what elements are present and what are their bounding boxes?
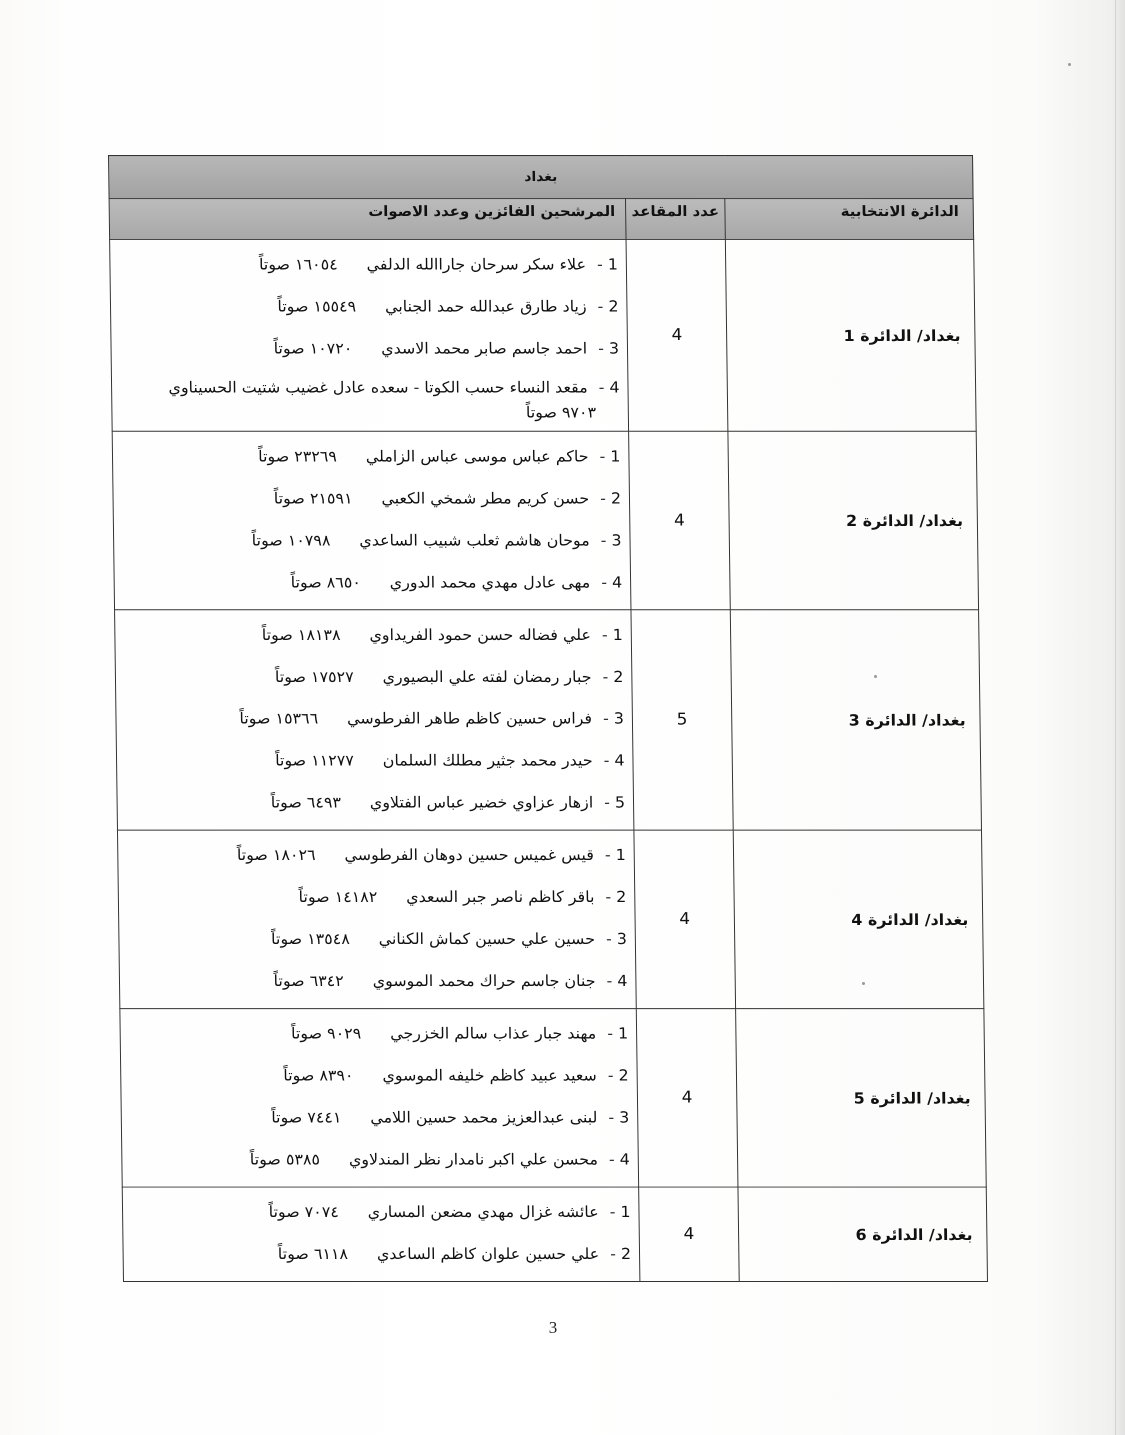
district-row: [120, 1009, 986, 1187]
candidate-entry: [124, 370, 620, 425]
candidate-entry: [130, 834, 626, 876]
candidate-name: فراس حسين كاظم طاهر الفرطوسي: [346, 709, 593, 728]
candidate-entry: [128, 698, 624, 740]
candidate-votes: ١٨٠٢٦ صوتاً: [236, 845, 316, 865]
candidate-entry: [125, 478, 621, 520]
candidate-entry: [131, 876, 627, 918]
candidate-name: جبار رمضان لفته علي البصيوري: [382, 667, 592, 686]
candidate-number: 2 -: [602, 667, 624, 686]
candidate-number: 4 -: [601, 572, 623, 592]
candidate-name: علي حسين علوان كاظم الساعدي: [376, 1244, 600, 1263]
candidate-entry: [127, 614, 623, 656]
district-name: بغداد/ الدائرة 4: [733, 830, 984, 1008]
table-title-row: [109, 155, 974, 198]
candidate-number: 2 -: [607, 1066, 629, 1085]
candidate-entry: [131, 918, 627, 960]
candidate-entry: [123, 328, 619, 370]
candidate-entry: [135, 1233, 631, 1275]
candidate-number: 2 -: [597, 297, 619, 316]
district-name: بغداد/ الدائرة 5: [736, 1009, 987, 1187]
candidate-number: 1 -: [596, 255, 619, 274]
district-row: [115, 610, 982, 830]
candidate-votes: ٩٧٠٣ صوتاً: [525, 403, 597, 422]
candidate-number: 4 -: [608, 1150, 630, 1169]
candidate-votes: ٢٣٢٦٩ صوتاً: [258, 447, 338, 466]
candidate-name: موحان هاشم ثعلب شبيب الساعدي: [359, 530, 590, 550]
seats-count: 4: [634, 830, 736, 1008]
district-row: [112, 431, 978, 609]
district-row: [110, 239, 977, 431]
candidates-cell: [110, 239, 629, 431]
candidate-votes: ١٣٥٤٨ صوتاً: [270, 929, 350, 949]
district-name: بغداد/ الدائرة 1: [725, 239, 976, 431]
candidate-votes: ٦٤٩٣ صوتاً: [270, 793, 342, 812]
candidates-cell: [117, 830, 636, 1008]
page-edge-line: [1115, 0, 1116, 1435]
candidate-votes: ١٠٧٩٨ صوتاً: [251, 530, 331, 550]
candidate-name: مهند جبار عذاب سالم الخزرجي: [390, 1024, 597, 1043]
candidate-name: محسن علي اكبر نامدار نظر المندلاوي: [348, 1150, 599, 1169]
candidate-entry: [126, 562, 622, 604]
candidate-name: عائشه غزال مهدي مضعن المساري: [367, 1202, 599, 1221]
candidate-number: 2 -: [610, 1244, 632, 1263]
candidate-name: حسن كريم مطر شمخي الكعبي: [381, 488, 590, 508]
candidate-votes: ١٨١٣٨ صوتاً: [261, 625, 341, 644]
district-name: بغداد/ الدائرة 6: [738, 1187, 988, 1281]
header-district: الدائرة الانتخابية: [725, 198, 974, 239]
candidate-entry: [132, 1013, 628, 1055]
header-candidates: المرشحين الفائزين وعدد الاصوات: [109, 198, 626, 239]
candidate-number: 5 -: [604, 793, 626, 812]
candidate-entry: [129, 782, 625, 824]
election-results-table: [108, 155, 988, 1282]
candidate-name: قيس غميس حسين دوهان الفرطوسي: [344, 845, 594, 865]
candidate-name: ازهار عزاوي خضير عباس الفتلاوي: [369, 793, 594, 812]
candidates-cell: [112, 431, 631, 609]
candidate-number: 3 -: [602, 709, 625, 728]
candidate-entry: [134, 1139, 630, 1181]
candidate-votes: ٢١٥٩١ صوتاً: [273, 488, 353, 508]
candidate-name: باقر كاظم ناصر جبر السعدي: [406, 887, 595, 907]
candidate-entry: [129, 740, 625, 782]
candidate-name: علاء سكر سرحان جاراالله الدلفي: [366, 255, 587, 274]
table-header-row: [109, 198, 974, 239]
header-seats: عدد المقاعد: [625, 198, 725, 239]
seats-count: 4: [626, 239, 728, 431]
scan-speck: [1068, 63, 1071, 66]
seats-count: 4: [639, 1187, 740, 1281]
candidate-name: سعيد عبيد كاظم خليفه الموسوي: [382, 1066, 597, 1085]
candidate-number: 3 -: [598, 339, 620, 358]
candidate-name: لبنى عبدالعزيز محمد حسين اللامي: [370, 1108, 598, 1127]
district-row: [122, 1187, 987, 1281]
candidate-number: 4 -: [603, 751, 625, 770]
candidate-votes: ٦١١٨ صوتاً: [277, 1244, 349, 1263]
candidate-votes: ١٥٥٤٩ صوتاً: [277, 297, 357, 316]
candidate-entry: [126, 520, 622, 562]
candidate-name: زياد طارق عبدالله حمد الجنابي: [384, 297, 587, 316]
candidate-name: احمد جاسم صابر محمد الاسدي: [381, 339, 588, 358]
candidate-name: حاكم عباس موسى عباس الزاملي: [365, 447, 589, 466]
candidate-number: 2 -: [605, 887, 627, 907]
candidates-cell: [122, 1187, 640, 1281]
candidate-votes: ٧٠٧٤ صوتاً: [268, 1202, 339, 1221]
candidate-number: 1 -: [599, 447, 621, 466]
candidate-entry: [133, 1055, 629, 1097]
candidate-number: 1 -: [601, 625, 623, 644]
candidate-number: 3 -: [600, 530, 622, 550]
candidate-number: 2 -: [600, 488, 622, 508]
candidates-cell: [120, 1009, 639, 1187]
candidate-entry: [128, 656, 624, 698]
candidate-name: حسين علي حسين كماش الكناني: [378, 929, 596, 949]
region-title: بغداد: [109, 155, 974, 198]
candidate-name: حيدر محمد جثير مطلك السلمان: [382, 751, 593, 770]
candidate-votes: ١٠٧٢٠ صوتاً: [273, 339, 353, 358]
candidate-name: علي فضاله حسن حمود الفريداوي: [369, 625, 592, 644]
candidate-votes: ٨٦٥٠ صوتاً: [290, 572, 361, 592]
candidate-number: 4 -: [598, 378, 620, 397]
district-name: بغداد/ الدائرة 2: [728, 431, 979, 609]
candidate-number: 1 -: [604, 845, 626, 865]
candidate-entry: [125, 436, 621, 478]
district-row: [117, 830, 983, 1008]
candidate-name: جنان جاسم حراك محمد الموسوي: [372, 971, 596, 990]
candidate-number: 1 -: [607, 1024, 629, 1043]
page-number: 3: [548, 1318, 558, 1337]
seats-count: 4: [629, 431, 731, 609]
candidate-name: مهى عادل مهدي محمد الدوري: [389, 572, 591, 592]
candidate-votes: ٥٣٨٥ صوتاً: [249, 1150, 321, 1169]
candidate-number: 3 -: [608, 1108, 630, 1127]
seats-count: 5: [631, 610, 733, 830]
candidate-number: 4 -: [606, 971, 628, 990]
candidate-votes: ١٦٠٥٤ صوتاً: [258, 255, 338, 274]
candidate-votes: ٨٣٩٠ صوتاً: [283, 1066, 354, 1085]
candidate-votes: ٩٠٢٩ صوتاً: [290, 1024, 362, 1043]
candidate-votes: ٦٣٤٢ صوتاً: [273, 971, 344, 990]
candidates-cell: [115, 610, 634, 830]
candidate-votes: ١٤١٨٢ صوتاً: [298, 887, 378, 907]
candidate-votes: ١٧٥٢٧ صوتاً: [274, 667, 354, 686]
candidate-votes: ١١٢٧٧ صوتاً: [275, 751, 354, 770]
candidate-entry: [135, 1191, 631, 1233]
page-edge-shadow: [1111, 0, 1125, 1435]
district-name: بغداد/ الدائرة 3: [730, 610, 981, 830]
candidate-entry: [133, 1097, 629, 1139]
candidate-name: مقعد النساء حسب الكوتا - سعده عادل غضيب شتيت الحسيناوي: [168, 378, 588, 397]
candidate-entry: [123, 286, 619, 328]
candidate-number: 1 -: [609, 1202, 631, 1221]
candidate-number: 3 -: [605, 929, 628, 949]
candidate-votes: ٧٤٤١ صوتاً: [271, 1108, 342, 1127]
candidate-entry: [132, 960, 628, 1002]
seats-count: 4: [636, 1009, 738, 1187]
candidate-votes: ١٥٣٦٦ صوتاً: [239, 709, 319, 728]
candidate-entry: [122, 244, 618, 286]
